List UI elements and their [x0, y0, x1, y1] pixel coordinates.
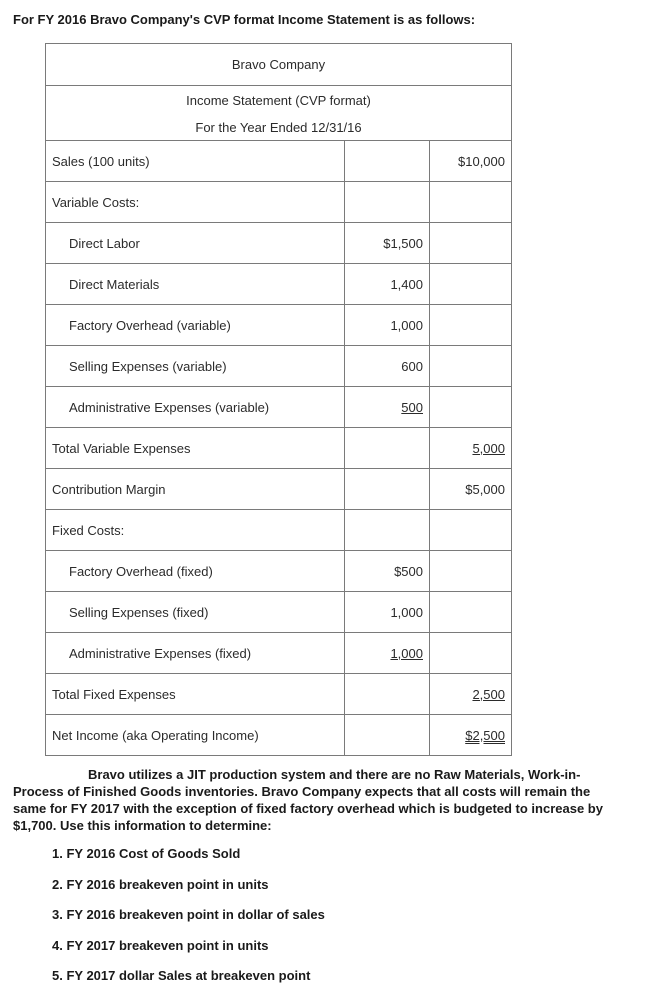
- sales-row: [46, 141, 512, 182]
- selling-expenses-variable-label: Selling Expenses (variable): [46, 346, 345, 387]
- total-variable-label: Total Variable Expenses: [46, 428, 345, 469]
- table-row: [46, 305, 512, 346]
- selling-expenses-variable-amount: 600: [345, 346, 430, 387]
- table-row: [46, 551, 512, 592]
- intro-text: For FY 2016 Bravo Company's CVP format Income Statement is as follows:: [13, 12, 476, 27]
- admin-expenses-fixed-label: Administrative Expenses (fixed): [46, 633, 345, 674]
- direct-materials-label: Direct Materials: [46, 264, 345, 305]
- statement-heading: [46, 86, 512, 141]
- admin-expenses-fixed-amount: 1,000: [390, 645, 423, 661]
- contribution-margin-amount: $5,000: [430, 469, 512, 510]
- info-text: Bravo utilizes a JIT production system and there are no Raw Materials, Work-in-Process of Finished Goods inventories. Bravo Company expects that all costs will remain the same for FY 2017 with the exception of fixed factory overhead which is budgeted to increase by $1,700. Use this information to determine:: [13, 767, 603, 833]
- sales-total: $10,000: [430, 141, 512, 182]
- table-row: [46, 223, 512, 264]
- fixed-costs-label: Fixed Costs:: [46, 510, 345, 551]
- selling-expenses-fixed-amount: 1,000: [345, 592, 430, 633]
- list-item: 1. FY 2016 Cost of Goods Sold: [52, 846, 241, 861]
- contribution-margin-label: Contribution Margin: [46, 469, 345, 510]
- direct-labor-amount: $1,500: [345, 223, 430, 264]
- factory-overhead-fixed-label: Factory Overhead (fixed): [46, 551, 345, 592]
- net-income-label: Net Income (aka Operating Income): [46, 715, 345, 756]
- list-item: 3. FY 2016 breakeven point in dollar of sales: [52, 907, 325, 922]
- company-name: Bravo Company: [46, 44, 512, 86]
- admin-expenses-variable-amount: 500: [401, 399, 423, 415]
- variable-costs-label: Variable Costs:: [46, 182, 345, 223]
- sales-label: Sales (100 units): [46, 141, 345, 182]
- statement-heading-row: [46, 86, 512, 141]
- table-row: [46, 346, 512, 387]
- company-row: [46, 44, 512, 86]
- table-row: [46, 633, 512, 674]
- table-row: [46, 264, 512, 305]
- total-fixed-amount: 2,500: [472, 686, 505, 702]
- contribution-margin-row: [46, 469, 512, 510]
- info-paragraph: [13, 766, 613, 834]
- question-list: [52, 846, 325, 999]
- factory-overhead-variable-label: Factory Overhead (variable): [46, 305, 345, 346]
- total-variable-row: [46, 428, 512, 469]
- list-item: 4. FY 2017 breakeven point in units: [52, 937, 269, 953]
- total-variable-amount: 5,000: [472, 440, 505, 456]
- net-income-row: [46, 715, 512, 756]
- factory-overhead-variable-amount: 1,000: [345, 305, 430, 346]
- fixed-costs-header-row: [46, 510, 512, 551]
- total-fixed-row: [46, 674, 512, 715]
- selling-expenses-fixed-label: Selling Expenses (fixed): [46, 592, 345, 633]
- list-item: 2. FY 2016 breakeven point in units: [52, 876, 269, 892]
- variable-costs-header-row: [46, 182, 512, 223]
- total-fixed-label: Total Fixed Expenses: [46, 674, 345, 715]
- statement-title: Income Statement (CVP format): [186, 93, 371, 108]
- admin-expenses-variable-label: Administrative Expenses (variable): [46, 387, 345, 428]
- factory-overhead-fixed-amount: $500: [345, 551, 430, 592]
- table-row: [46, 387, 512, 428]
- list-item: 5. FY 2017 dollar Sales at breakeven point: [52, 968, 311, 983]
- table-row: [46, 592, 512, 633]
- direct-materials-amount: 1,400: [345, 264, 430, 305]
- direct-labor-label: Direct Labor: [46, 223, 345, 264]
- income-statement-table: [45, 43, 512, 756]
- statement-period: For the Year Ended 12/31/16: [195, 120, 362, 135]
- net-income-amount: $2,500: [465, 727, 505, 743]
